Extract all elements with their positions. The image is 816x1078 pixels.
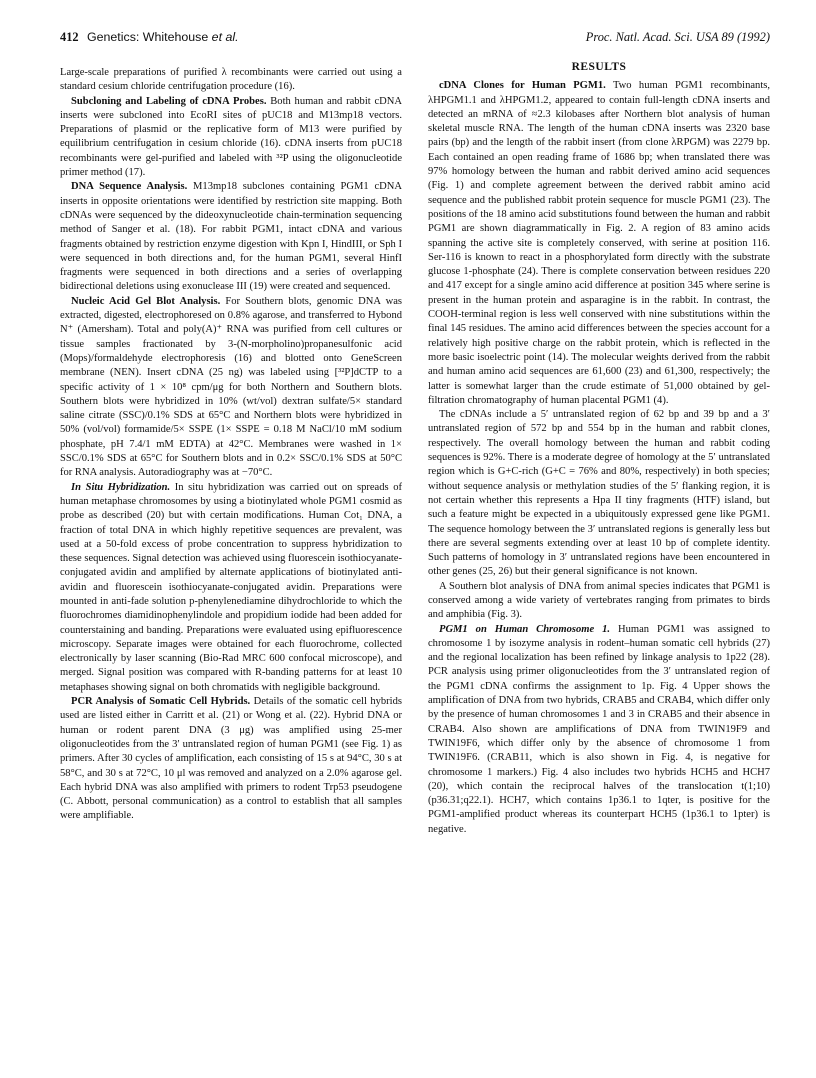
subcloning-heading: Subcloning and Labeling of cDNA Probes. [71,95,267,107]
cdna-clones-heading: cDNA Clones for Human PGM1. [439,80,606,92]
results-title: RESULTS [571,61,627,73]
gel-blot-paragraph [60,295,402,481]
in-situ-heading: In Situ Hybridization. [71,481,171,493]
subcloning-text: Both human and rabbit cDNA inserts were subcloned into EcoRI sites of pUC18 and M13mp18 vectors. Preparations of plasmid or the replicative form of M13 were purified by equilibrium centrifugation in cesium chloride (16). cDNA inserts from pUC18 recombinants were gel-purified and labeled with ³²P using the oligonucleotide primer method (17). [60,95,402,179]
section-name: Genetics: Whitehouse [87,30,209,44]
utr-paragraph: The cDNAs include a 5′ untranslated region of 62 bp and 39 bp and a 3′ untranslated region of 572 bp and 554 bp in the human and rabbit clones, respectively. The overall homology between the human and rabbit coding sequences is 92%. There is a moderate degree of homology at the 5′ untranslated region which is G+C-rich (G+C = 76% and 80%, respectively) in both species; without sequence analysis or methylation studies of the 5′ flanking region, it is not certain whether this represents a Hpa II tiny fragments (HTF) island, but such a feature might be expected in a ubiquitously expressed gene like PGM1. The sequence homology between the 3′ untranslated regions is generally less but there are several segments extending over at least 10 bp of complete identity. Such patterns of homology in 3′ untranslated regions have been encountered in other genes (25, 26) but their general significance is not known. [428,409,770,578]
sequence-analysis-paragraph [60,180,402,294]
running-section [87,30,239,44]
gel-blot-heading: Nucleic Acid Gel Blot Analysis. [71,295,221,307]
intro-paragraph: Large-scale preparations of purified λ recombinants were carried out using a standard cesium chloride centrifugation procedure (16). [60,67,402,93]
in-situ-paragraph [60,481,402,695]
subcloning-paragraph [60,95,402,181]
cdna-clones-paragraph [428,79,770,408]
sequence-analysis-heading: DNA Sequence Analysis. [71,181,188,193]
cdna-clones-text: Two human PGM1 recombinants, λHPGM1.1 and λHPGM1.2, appeared to contain full-length cDNA inserts and detected an mRNA of ≈2.3 kilobases after Northern blot analysis of human skeletal muscle RNA. The length of the human cDNA inserts was 2320 base pairs (bp) and the length of the rabbit insert (from clone λRPGM) was 2279 bp. Each contained an open reading frame of 1686 bp; when translated there was 97% homology between the human and rabbit derived amino acid sequences (Fig. 1) and complete agreement between the derived rabbit amino acid sequence and the published rabbit protein sequence for muscle PGM1 (23). The positions of the 18 amino acid substitutions found between the human and rabbit PGM1 are shown diagrammatically in Fig. 2. A region of 83 amino acids spanning the active site is completely conserved, with serine at position 116. Ser-116 is known to react in a phosphorylated form directly with the substrate glucose 1-phosphate (24). There is complete conservation between residues 220 and 417 except for a single amino acid difference at position 345 where serine is present in the human protein and asparagine is in the rabbit. In contrast, the COOH-terminal region is less well conserved with nine substitutions within the final 145 residues. The amino acid differences between the species account for a relatively high positive charge on the rabbit protein, which is reflected in the more basic isoelectric point (14). The molecular weights derived from the rabbit and human amino acid sequences are 61,600 (23) and 61,300, respectively; the latter is somewhat larger than the crude estimate of 51,000 obtained by gel-filtration chromatography of human placental PGM1 (4). [428,80,770,406]
left-column [60,66,402,824]
pcr-text: Details of the somatic cell hybrids used are listed either in Carritt et al. (21) or Wong et al. (22). Hybrid DNA or human or rodent parent DNA (3 μg) was amplified using 25-mer oligonucleotides from the 3′ untranslated region of human PGM1 (see Fig. 1) as primers. After 30 cycles of amplification, each consisting of 15 s at 94°C, 30 s at 58°C, and 30 s at 72°C, 10 μl was removed and analyzed on a 2.0% agarose gel. Each hybrid DNA was also amplified with primers to rodent Trp53 pseudogene (C. Abbott, personal communication) as a control to establish that all samples were amplifiable. [60,696,402,822]
pcr-paragraph [60,695,402,824]
journal-citation: Proc. Natl. Acad. Sci. USA 89 (1992) [585,30,770,44]
right-column [428,60,770,837]
southern-paragraph: A Southern blot analysis of DNA from animal species indicates that PGM1 is conserved among a wide variety of vertebrates ranging from primates to birds and amphibia (Fig. 3). [428,580,770,621]
gel-blot-text: For Southern blots, genomic DNA was extracted, digested, electrophoresed on 0.8% agarose, and transferred to Hybond N⁺ (Amersham). Total and poly(A)⁺ RNA was purified from cell cultures or tissue samples fractionated by 3-(N-morpholino)propanesulfonic acid (Mops)/formaldehyde electrophoresis (16) and blotted onto GeneScreen membrane (NEN). Insert cDNA (25 ng) was labeled using [³²P]dCTP to a specific activity of 1 × 10⁸ cpm/μg for both Northern and Southern blots. Southern blots were hybridized in 10% (wt/vol) dextran sulfate/5× standard saline citrate (SSC)/0.1% SDS at 65°C and Northern blots were hybridized in 50% (vol/vol) formamide/5× SSPE (1× SSPE = 0.18 M NaCl/10 mM sodium phosphate, pH 7.4/1 mM EDTA) at 42°C. Membranes were washed in 1× SSC/0.1% SDS at 65°C for Southern blots and in 0.2× SSC/0.1% SDS at 50°C for RNA analysis. Autoradiography was at −70°C. [60,295,402,479]
sequence-analysis-text: M13mp18 subclones containing PGM1 cDNA inserts in opposite orientations were identified by restriction site mapping. Both cDNAs were sequenced by the dideoxynucleotide chain-termination sequencing method of Sanger et al. (18). For rabbit PGM1, intact cDNA and various fragments obtained by restriction enzyme digestion with Kpn I, HindIII, or Sph I were sequenced in both directions and, for the human PGM1, several HinfI fragments were sequenced in both directions and a series of overlapping bidirectional deletions using exonuclease III (19) were created and sequenced. [60,181,402,293]
section-suffix: et al. [211,30,239,44]
in-situ-text: In situ hybridization was carried out on spreads of human metaphase chromosomes by using a biotinylated whole PGM1 cosmid as probe as described (20) but with certain modifications. Human Cot₁ DNA, a fraction of total DNA in which highly repetitive sequences are prevalent, was used at a 50-fold excess of probe concentration to suppress hybridization to these sequences. Signal detection was achieved using fluorescein isothiocyanate-conjugated avidin and amplified by alternate applications of biotinylated anti-avidin and fluorescein isothiocyanate-conjugated avidin. Preparations were mounted in anti-fade solution p-phenylenediamine dihydrochloride to which the fluorochromes diamidinophenylindole and propidium iodide had been added for counterstaining and banding. Preparations were evaluated using epifluorescence microscopy. Separate images were obtained for each fluorochrome, collected electronically by laser scanning (Bio-Rad MRC 600 confocal microscope), and merged. Signal position was compared with R-banding patterns for at least 10 metaphases showing signal on both chromatids with negligible background. [60,481,402,693]
page-header [60,30,770,50]
chromosome-text: Human PGM1 was assigned to chromosome 1 by isozyme analysis in rodent–human somatic cell hybrids (27) and the regional localization has been refined by linkage analysis to 1p22 (28). PCR analysis using primer oligonucleotides from the 3′ untranslated region of the PGM1 cDNA confirms the assignment to 1p. Fig. 4 Upper shows the amplification of DNA from two hybrids, CRAB5 and CRAB4, which differ only by the presence of human chromosomes 1 and 3 in CRAB5 and their absence in CRAB4. Also shown are amplifications of DNA from TWIN19F9 and TWIN19F6, which differ only by the absence of chromosome 1 from TWIN19F6. (CRAB11, which is also shown in Fig. 4, is negative for chromosome 1 markers.) Fig. 4 also includes two hybrids HCH5 and HCH7 (20), which contain the reciprocal halves of the translocation t(1;10)(p36.31;q22.1). HCH7, which contains 1p36.1 to 1qter, is positive for the PGM1-amplified product whereas its counterpart HCH5 (1p36.1 to 1pter) is negative. [428,623,770,835]
pcr-heading: PCR Analysis of Somatic Cell Hybrids. [71,696,251,708]
page-number: 412 [60,30,79,44]
chromosome-heading: PGM1 on Human Chromosome 1. [439,623,611,635]
chromosome-paragraph [428,623,770,837]
